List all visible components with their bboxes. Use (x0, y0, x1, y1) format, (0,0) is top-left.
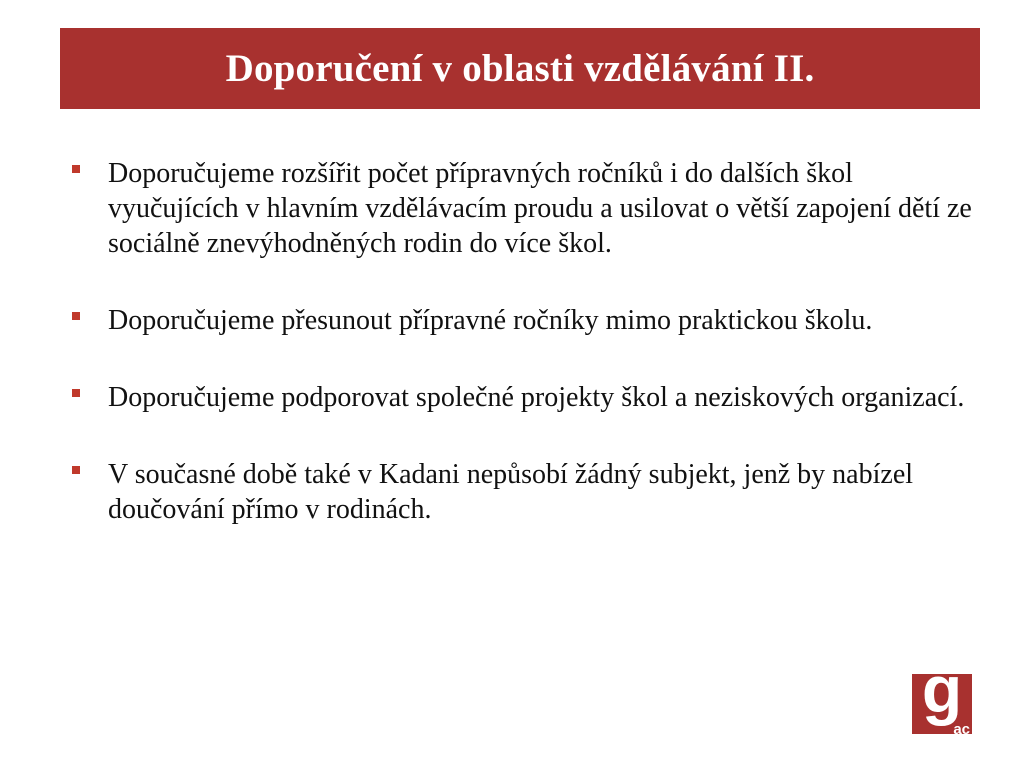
square-bullet-icon (72, 380, 108, 415)
slide-title: Doporučení v oblasti vzdělávání II. (225, 47, 815, 90)
title-bar (60, 28, 980, 109)
square-bullet-icon (72, 156, 108, 191)
square-bullet-icon (72, 303, 108, 338)
logo-mark: g (921, 674, 963, 726)
bullet-text: V současné době také v Kadani nepůsobí žádný subjekt, jenž by nabízel doučování přímo v rodinách. (108, 459, 914, 525)
bullet-item (72, 156, 972, 261)
bullet-item (72, 457, 972, 527)
bullet-text: Doporučujeme podporovat společné projekty škol a neziskových organizací. (108, 382, 965, 413)
gac-logo (912, 674, 972, 734)
bullet-item (72, 303, 972, 338)
bullet-item (72, 380, 972, 415)
square-bullet-icon (72, 457, 108, 492)
logo-suffix: ac (953, 721, 970, 734)
bullet-list (72, 156, 972, 527)
bullet-text: Doporučujeme rozšířit počet přípravných ročníků i do dalších škol vyučujících v hlavním vzdělávacím proudu a usilovat o větší zapojení dětí ze sociálně znevýhodněných rodin do více škol. (108, 158, 972, 259)
bullet-text: Doporučujeme přesunout přípravné ročníky mimo praktickou školu. (108, 305, 873, 336)
